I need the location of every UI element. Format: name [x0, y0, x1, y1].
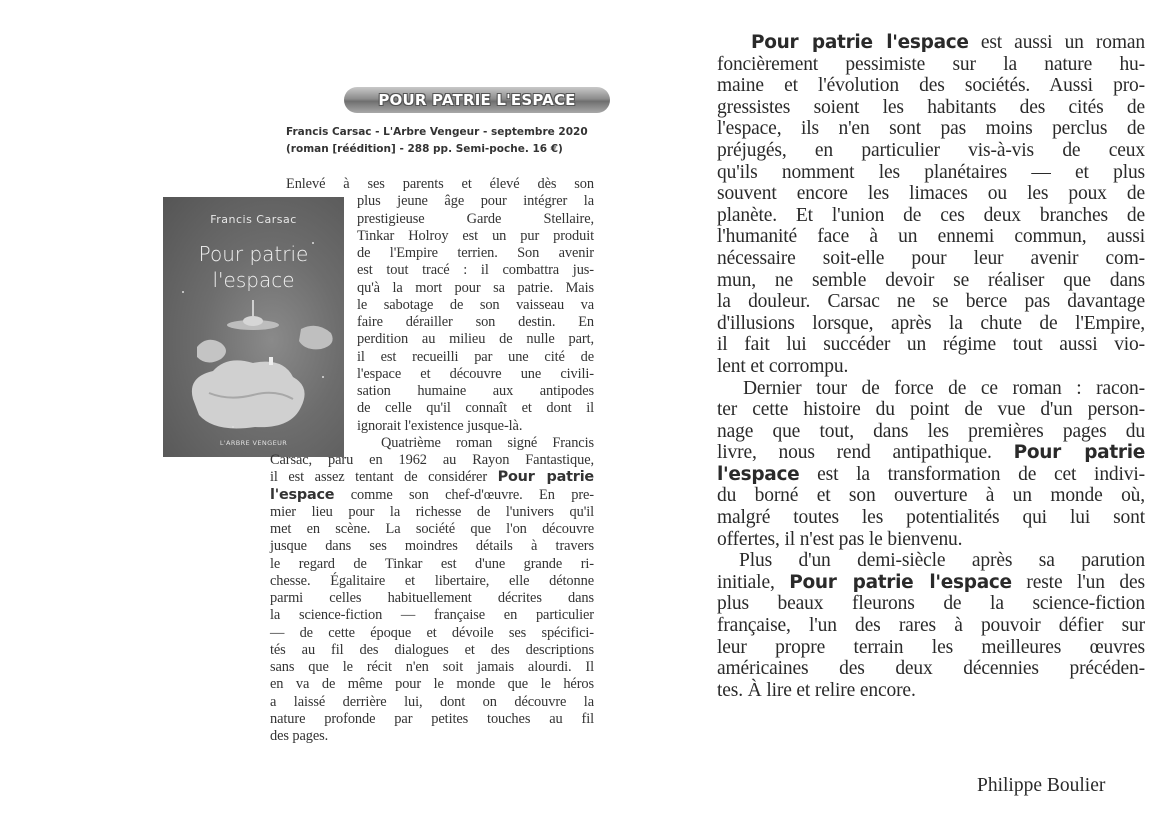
cover-publisher: L'ARBRE VENGEUR [219, 439, 288, 447]
text-line: foncièrement pessimiste sur la nature hu- [717, 53, 1145, 75]
review-left-column [262, 176, 594, 745]
text-line: lent et corrompu. [717, 355, 849, 377]
text-line: mun, ne semble devoir se réaliser que dans [717, 269, 1145, 291]
text-segment: est la transformation de cet indivi- [817, 463, 1145, 485]
text-line: Carsac, paru en 1962 au Rayon Fantastique, [270, 452, 594, 468]
text-line: ignorait l'existence jusque-là. [357, 417, 523, 434]
text-line: nature profonde par petites touches au fil [270, 710, 594, 727]
text-line: malgré toutes les potentialités qui lui sont [717, 507, 1145, 529]
text-line: qu'ils nomment les planétaires — et plus [717, 161, 1145, 183]
text-segment: comme son chef-d'œuvre. En pre- [350, 486, 594, 503]
book-title-emphasis: Pour patrie l'espace [751, 32, 969, 53]
book-title-emphasis: Pour patrie [497, 469, 594, 486]
book-title-emphasis: l'espace [717, 463, 800, 485]
meta-line-author-publisher: Francis Carsac - L'Arbre Vengeur - septembre 2020 [286, 126, 588, 138]
text-line: mier lieu pour la richesse de l'univers qu'il [270, 503, 594, 520]
text-line: préjugés, en particulier vis-à-vis de ceux [717, 139, 1145, 161]
text-line [717, 572, 1145, 594]
text-line: offertes, il n'est pas le bienvenu. [717, 528, 963, 550]
text-line: américaines des deux décennies précéden- [717, 658, 1145, 680]
review-right-column [717, 32, 1145, 701]
text-line: est tout tracé : il combattra jus- [357, 262, 594, 279]
text-line: de l'Empire terrien. Son avenir [357, 245, 594, 261]
review-title: POUR PATRIE L'ESPACE [378, 91, 576, 109]
text-line: a laissé derrière lui, dont on découvre la [270, 693, 594, 710]
review-title-banner [344, 87, 610, 113]
text-line [717, 32, 1145, 54]
book-title-emphasis: Pour patrie l'espace [789, 571, 1012, 593]
text-line: Plus d'un demi-siècle après sa parution [739, 550, 1145, 572]
text-line: sans que le récit n'en soit jamais alourdi. Il [270, 659, 594, 675]
text-segment: est aussi un roman [980, 32, 1145, 53]
text-line: l'humanité face à un ennemi commun, aussi [717, 226, 1145, 248]
text-line: — de cette époque et dévoile ses spécifici- [270, 624, 594, 641]
text-line: maine et l'évolution des sociétés. Aussi pro- [717, 75, 1145, 97]
text-line: tés au fil des dialogues et des descriptions [270, 641, 594, 658]
cover-title-line: Pour patrie [198, 242, 309, 266]
cover-author: Francis Carsac [210, 213, 297, 226]
text-line [262, 487, 594, 504]
text-line: chesse. Égalitaire et libertaire, elle détonne [270, 572, 594, 589]
text-line: il fait lui succéder un régime tout aussi vio- [717, 334, 1145, 356]
cover-title-line: l'espace [212, 268, 295, 292]
text-line: qu'à la mort pour sa patrie. Mais [357, 279, 594, 296]
text-line [717, 464, 1145, 486]
text-line: du borné et son ouverture à un monde où, [717, 485, 1145, 507]
text-line: de celle qu'il connaît et dont il [357, 400, 594, 417]
text-line: souvent encore les limaces ou les poux de [717, 183, 1145, 205]
text-line: la science-fiction — française en particulier [270, 607, 594, 624]
text-line: nécessaire soit-elle pour leur avenir com- [717, 247, 1145, 269]
text-line: perdition au milieu de nulle part, [357, 331, 594, 348]
text-line: tes. À lire et relire encore. [717, 679, 916, 701]
text-line: le regard de Tinkar est d'une grande ri- [270, 555, 594, 572]
text-line: leur propre terrain les meilleures œuvres [717, 636, 1145, 658]
text-line: Tinkar Holroy est un pur produit [357, 227, 594, 244]
text-line: parmi celles habituellement décrites dans [270, 590, 594, 606]
text-line: l'espace et découvre une civili- [357, 365, 594, 382]
text-segment: il est assez tentant de considérer [270, 469, 488, 486]
text-line: l'espace, ils n'en sont pas moins perclus de [717, 118, 1145, 140]
text-line [717, 442, 1145, 464]
text-line: le sabotage de son vaisseau va [357, 296, 594, 313]
text-line: ter cette histoire du point de vue d'un person- [717, 399, 1145, 421]
text-line: en va de même pour le monde que le héros [270, 676, 594, 693]
meta-line-format-price: (roman [réédition] - 288 pp. Semi-poche. 16 €) [286, 143, 563, 155]
text-line: Dernier tour de force de ce roman : racon- [743, 377, 1145, 399]
text-segment: livre, nous rend antipathique. [717, 442, 992, 464]
text-line: jusque dans ses moindres détails à travers [270, 538, 594, 555]
book-title-emphasis: Pour patrie [1013, 442, 1145, 464]
text-line: prestigieuse Garde Stellaire, [357, 210, 594, 227]
text-line: il est recueilli par une cité de [357, 348, 594, 365]
text-line: faire dérailler son destin. En [357, 314, 594, 330]
book-metadata [286, 124, 606, 158]
text-line: Quatrième roman signé Francis [381, 434, 594, 451]
text-line [262, 469, 594, 486]
text-line: sation humaine aux antipodes [357, 383, 594, 399]
text-line: d'illusions lorsque, après la chute de l'Empire, [717, 312, 1145, 334]
text-line: planète. Et l'union de ces deux branches de [717, 204, 1145, 226]
text-line: française, l'un des rares à pouvoir défier sur [717, 615, 1145, 637]
text-line: gressistes soient les habitants des cités de [717, 96, 1145, 118]
text-line: la douleur. Carsac ne se berce pas davantage [717, 291, 1145, 313]
text-segment: reste l'un des [1026, 571, 1145, 593]
text-line: plus jeune âge pour intégrer la [357, 193, 594, 210]
text-line: Enlevé à ses parents et élevé dès son [286, 176, 594, 192]
text-line: nage que tout, dans les premières pages du [717, 420, 1145, 442]
text-segment: initiale, [717, 571, 775, 593]
text-line: plus beaux fleurons de la science-fiction [717, 593, 1145, 615]
text-line: des pages. [270, 728, 329, 744]
text-line: met en scène. La société que l'on découvre [270, 521, 594, 537]
book-title-emphasis: l'espace [270, 486, 335, 503]
author-signature: Philippe Boulier [977, 775, 1106, 796]
